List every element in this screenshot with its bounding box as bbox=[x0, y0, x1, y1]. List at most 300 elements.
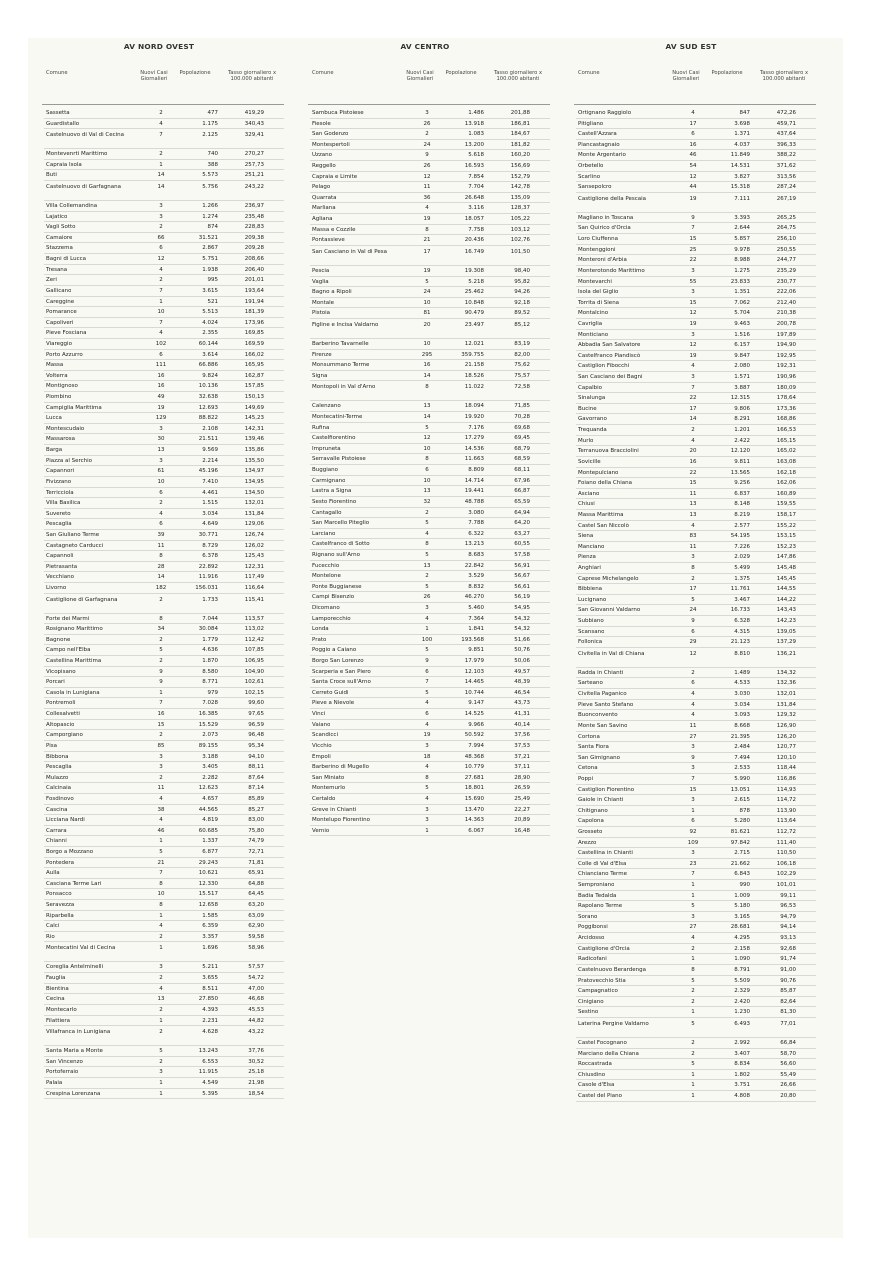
header-popolazione: Popolazione bbox=[711, 70, 743, 76]
panel-title: AV NORD OVEST bbox=[123, 42, 195, 51]
cell-nuovi-casi: 5 bbox=[425, 583, 429, 590]
cell-popolazione: 1.375 bbox=[734, 575, 750, 582]
cell-nuovi-casi: 5 bbox=[425, 520, 429, 527]
table-row bbox=[32, 160, 286, 171]
table-row bbox=[298, 319, 552, 339]
cell-comune: Bientina bbox=[46, 985, 69, 992]
table-row bbox=[32, 932, 286, 943]
cell-comune: Porcari bbox=[46, 679, 65, 686]
cell-nuovi-casi: 5 bbox=[159, 1048, 163, 1055]
cell-nuovi-casi: 11 bbox=[157, 785, 165, 792]
cell-comune: Castellina in Chianti bbox=[578, 850, 633, 857]
table-row bbox=[564, 129, 818, 140]
cell-tasso: 115,41 bbox=[244, 596, 264, 603]
table-row bbox=[298, 308, 552, 319]
cell-nuovi-casi: 6 bbox=[425, 711, 429, 718]
cell-tasso: 96,48 bbox=[248, 732, 264, 739]
cell-comune: Barberino Tavarnelle bbox=[312, 340, 369, 347]
table-row bbox=[32, 509, 286, 520]
cell-comune: Monticiano bbox=[578, 331, 609, 338]
table-row bbox=[32, 994, 286, 1005]
row-divider bbox=[576, 1101, 816, 1102]
table-row bbox=[32, 1078, 286, 1089]
cell-tasso: 56,60 bbox=[780, 1061, 796, 1068]
cell-nuovi-casi: 295 bbox=[421, 351, 433, 358]
cell-tasso: 136,21 bbox=[776, 650, 796, 657]
cell-comune: Sansepolcro bbox=[578, 184, 612, 191]
header-divider bbox=[308, 104, 550, 105]
cell-tasso: 134,95 bbox=[244, 478, 264, 485]
cell-popolazione: 1.571 bbox=[734, 374, 750, 381]
cell-comune: Poggio a Caiano bbox=[312, 647, 357, 654]
cell-comune: Monterotondo Marittimo bbox=[578, 267, 645, 274]
table-row bbox=[32, 645, 286, 656]
table-row bbox=[298, 225, 552, 236]
table-row bbox=[32, 730, 286, 741]
cell-nuovi-casi: 2 bbox=[691, 998, 695, 1005]
table-row bbox=[32, 635, 286, 646]
table-row bbox=[32, 900, 286, 911]
cell-nuovi-casi: 26 bbox=[423, 594, 431, 601]
cell-comune: Poggibonsi bbox=[578, 924, 608, 931]
cell-tasso: 91,74 bbox=[780, 956, 796, 963]
cell-popolazione: 8.809 bbox=[468, 467, 484, 474]
cell-comune: Altopascio bbox=[46, 721, 75, 728]
cell-comune: Scarlino bbox=[578, 173, 601, 180]
cell-comune: Torrita di Siena bbox=[578, 299, 620, 306]
cell-tasso: 137,29 bbox=[776, 639, 796, 646]
cell-nuovi-casi: 8 bbox=[691, 564, 695, 571]
cell-nuovi-casi: 4 bbox=[425, 530, 429, 537]
cell-tasso: 92,18 bbox=[514, 299, 530, 306]
cell-tasso: 126,74 bbox=[244, 531, 264, 538]
cell-comune: Villafranca in Lunigiana bbox=[46, 1029, 111, 1036]
cell-popolazione: 17.279 bbox=[464, 435, 484, 442]
table-row bbox=[298, 203, 552, 214]
cell-comune: Bagnone bbox=[46, 636, 71, 643]
cell-comune: Montignoso bbox=[46, 383, 78, 390]
cell-nuovi-casi: 11 bbox=[689, 490, 697, 497]
cell-nuovi-casi: 4 bbox=[159, 330, 163, 337]
cell-comune: Terranuova Bracciolini bbox=[578, 448, 639, 455]
cell-tasso: 56,91 bbox=[514, 562, 530, 569]
cell-comune: Castagneto Carducci bbox=[46, 542, 104, 549]
table-row bbox=[32, 562, 286, 573]
cell-nuovi-casi: 109 bbox=[687, 839, 699, 846]
cell-tasso: 56,61 bbox=[514, 583, 530, 590]
table-row bbox=[298, 497, 552, 508]
cell-nuovi-casi: 13 bbox=[689, 511, 697, 518]
cell-popolazione: 60.685 bbox=[198, 827, 218, 834]
cell-comune: Castell'Azzara bbox=[578, 131, 617, 138]
cell-nuovi-casi: 3 bbox=[159, 457, 163, 464]
cell-popolazione: 10.779 bbox=[464, 764, 484, 771]
cell-tasso: 117,49 bbox=[244, 574, 264, 581]
cell-comune: Capolona bbox=[578, 818, 604, 825]
table-row bbox=[298, 677, 552, 688]
cell-tasso: 270,27 bbox=[244, 151, 264, 158]
cell-popolazione: 7.364 bbox=[468, 615, 484, 622]
cell-popolazione: 21.158 bbox=[464, 362, 484, 369]
cell-tasso: 190,96 bbox=[776, 374, 796, 381]
table-row bbox=[32, 773, 286, 784]
cell-popolazione: 32.638 bbox=[198, 394, 218, 401]
table-row bbox=[32, 233, 286, 244]
cell-tasso: 96,53 bbox=[780, 903, 796, 910]
cell-popolazione: 7.111 bbox=[734, 195, 750, 202]
cell-popolazione: 3.093 bbox=[734, 712, 750, 719]
cell-nuovi-casi: 1 bbox=[691, 882, 695, 889]
cell-comune: Cavriglia bbox=[578, 320, 603, 327]
cell-tasso: 56,67 bbox=[514, 573, 530, 580]
table-row bbox=[32, 656, 286, 667]
cell-popolazione: 6.378 bbox=[202, 553, 218, 560]
table-row bbox=[564, 193, 818, 213]
cell-nuovi-casi: 3 bbox=[691, 554, 695, 561]
cell-comune: Careggine bbox=[46, 298, 75, 305]
header-nuovi-casi: Nuovi Casi Giornalieri bbox=[140, 70, 168, 83]
table-row bbox=[32, 181, 286, 201]
cell-tasso: 134,32 bbox=[776, 669, 796, 676]
cell-comune: Buonconvento bbox=[578, 712, 618, 719]
cell-tasso: 107,85 bbox=[244, 647, 264, 654]
table-row bbox=[564, 436, 818, 447]
cell-tasso: 96,59 bbox=[248, 721, 264, 728]
cell-nuovi-casi: 4 bbox=[425, 795, 429, 802]
cell-popolazione: 8.291 bbox=[734, 416, 750, 423]
cell-comune: Cinigiano bbox=[578, 998, 604, 1005]
cell-popolazione: 8.148 bbox=[734, 501, 750, 508]
cell-nuovi-casi: 27 bbox=[689, 733, 697, 740]
cell-tasso: 126,02 bbox=[244, 542, 264, 549]
cell-popolazione: 4.024 bbox=[202, 319, 218, 326]
cell-comune: Lastra a Signa bbox=[312, 488, 352, 495]
cell-tasso: 46,54 bbox=[514, 689, 530, 696]
cell-popolazione: 15.318 bbox=[730, 184, 750, 191]
table-row bbox=[298, 529, 552, 540]
cell-popolazione: 1.870 bbox=[202, 658, 218, 665]
table-row bbox=[298, 741, 552, 752]
cell-tasso: 184,67 bbox=[510, 131, 530, 138]
cell-nuovi-casi: 111 bbox=[155, 362, 167, 369]
cell-popolazione: 3.034 bbox=[202, 510, 218, 517]
cell-nuovi-casi: 100 bbox=[421, 636, 433, 643]
cell-nuovi-casi: 1 bbox=[159, 912, 163, 919]
cell-tasso: 116,64 bbox=[244, 584, 264, 591]
cell-comune: Chiusdino bbox=[578, 1071, 606, 1078]
cell-tasso: 158,17 bbox=[776, 511, 796, 518]
cell-comune: Capalbio bbox=[578, 384, 602, 391]
cell-popolazione: 2.484 bbox=[734, 744, 750, 751]
header-tasso: Tasso giornaliero x 100.000 abitanti bbox=[759, 70, 809, 83]
cell-tasso: 129,06 bbox=[244, 521, 264, 528]
cell-tasso: 25,18 bbox=[248, 1069, 264, 1076]
table-row bbox=[564, 1080, 818, 1091]
cell-popolazione: 17.979 bbox=[464, 658, 484, 665]
cell-comune: Pomarance bbox=[46, 309, 77, 316]
table-row bbox=[298, 550, 552, 561]
cell-tasso: 419,29 bbox=[244, 110, 264, 116]
cell-nuovi-casi: 4 bbox=[691, 935, 695, 942]
cell-tasso: 437,64 bbox=[776, 131, 796, 138]
cell-comune: Castiglione di Garfagnana bbox=[46, 596, 118, 603]
table-row bbox=[564, 774, 818, 785]
cell-nuovi-casi: 83 bbox=[689, 533, 697, 540]
table-row bbox=[298, 805, 552, 816]
cell-popolazione: 5.704 bbox=[734, 310, 750, 317]
table-row bbox=[298, 709, 552, 720]
cell-comune: Santa Maria a Monte bbox=[46, 1048, 103, 1055]
table-row bbox=[32, 129, 286, 149]
cell-nuovi-casi: 8 bbox=[691, 966, 695, 973]
cell-popolazione: 29.243 bbox=[198, 859, 218, 866]
cell-comune: Uzzano bbox=[312, 152, 333, 159]
cell-tasso: 197,89 bbox=[776, 331, 796, 338]
cell-popolazione: 60.144 bbox=[198, 340, 218, 347]
cell-popolazione: 2.644 bbox=[734, 225, 750, 232]
cell-popolazione: 27.850 bbox=[198, 996, 218, 1003]
cell-nuovi-casi: 2 bbox=[159, 1058, 163, 1065]
cell-popolazione: 22.892 bbox=[198, 563, 218, 570]
cell-popolazione: 3.393 bbox=[734, 214, 750, 221]
table-row bbox=[564, 986, 818, 997]
cell-comune: Gavorrano bbox=[578, 416, 607, 423]
cell-nuovi-casi: 16 bbox=[157, 711, 165, 718]
cell-tasso: 236,97 bbox=[244, 203, 264, 210]
cell-comune: Montalcino bbox=[578, 310, 609, 317]
table-row bbox=[298, 539, 552, 550]
cell-popolazione: 3.405 bbox=[202, 764, 218, 771]
cell-popolazione: 2.355 bbox=[202, 330, 218, 337]
cell-comune: Campagnatico bbox=[578, 988, 618, 995]
cell-comune: San Quirico d'Orcia bbox=[578, 225, 631, 232]
cell-tasso: 250,55 bbox=[776, 246, 796, 253]
cell-comune: Capoliveri bbox=[46, 319, 74, 326]
cell-comune: Pietrasanta bbox=[46, 563, 78, 570]
table-row bbox=[32, 519, 286, 530]
cell-popolazione: 13.565 bbox=[730, 469, 750, 476]
cell-tasso: 113,57 bbox=[244, 615, 264, 622]
cell-nuovi-casi: 7 bbox=[691, 225, 695, 232]
cell-tasso: 181,82 bbox=[510, 141, 530, 148]
table-row bbox=[298, 603, 552, 614]
cell-popolazione: 388 bbox=[207, 161, 218, 168]
cell-tasso: 37,56 bbox=[514, 732, 530, 739]
cell-comune: Figline e Incisa Valdarno bbox=[312, 321, 379, 328]
table-row bbox=[32, 572, 286, 583]
cell-popolazione: 48.788 bbox=[464, 498, 484, 505]
cell-comune: Bibbiena bbox=[578, 586, 603, 593]
cell-tasso: 56,19 bbox=[514, 594, 530, 601]
header-comune: Comune bbox=[312, 70, 334, 76]
cell-nuovi-casi: 5 bbox=[425, 424, 429, 431]
cell-tasso: 192,95 bbox=[776, 352, 796, 359]
cell-tasso: 144,55 bbox=[776, 586, 796, 593]
cell-popolazione: 6.843 bbox=[734, 871, 750, 878]
header-tasso: Tasso giornaliero x 100.000 abitanti bbox=[227, 70, 277, 83]
table-row bbox=[32, 667, 286, 678]
cell-tasso: 181,39 bbox=[244, 309, 264, 316]
cell-nuovi-casi: 4 bbox=[425, 721, 429, 728]
cell-popolazione: 30.084 bbox=[198, 626, 218, 633]
cell-comune: Caprese Michelangelo bbox=[578, 575, 639, 582]
table-row bbox=[32, 297, 286, 308]
cell-popolazione: 6.837 bbox=[734, 490, 750, 497]
cell-popolazione: 9.851 bbox=[468, 647, 484, 654]
cell-nuovi-casi: 1 bbox=[159, 1079, 163, 1086]
cell-nuovi-casi: 1 bbox=[691, 956, 695, 963]
cell-popolazione: 54.195 bbox=[730, 533, 750, 540]
cell-nuovi-casi: 8 bbox=[425, 456, 429, 463]
cell-tasso: 230,77 bbox=[776, 278, 796, 285]
cell-nuovi-casi: 5 bbox=[425, 785, 429, 792]
cell-comune: Barberino di Mugello bbox=[312, 764, 369, 771]
cell-comune: Scarperia e San Piero bbox=[312, 668, 371, 675]
table-row bbox=[564, 689, 818, 700]
cell-comune: Scandicci bbox=[312, 732, 338, 739]
table-row bbox=[564, 119, 818, 130]
cell-popolazione: 23.833 bbox=[730, 278, 750, 285]
cell-tasso: 71,85 bbox=[514, 403, 530, 410]
cell-comune: Anghiari bbox=[578, 564, 601, 571]
cell-comune: Pienza bbox=[578, 554, 596, 561]
table-row bbox=[564, 213, 818, 224]
cell-comune: Chianciano Terme bbox=[578, 871, 627, 878]
cell-comune: Sassetta bbox=[46, 110, 70, 116]
cell-comune: Pontassieve bbox=[312, 237, 345, 244]
cell-popolazione: 995 bbox=[207, 277, 218, 284]
cell-tasso: 43,22 bbox=[248, 1029, 264, 1036]
table-body bbox=[564, 108, 818, 1102]
table-row bbox=[564, 489, 818, 500]
cell-popolazione: 4.657 bbox=[202, 795, 218, 802]
header-popolazione: Popolazione bbox=[445, 70, 477, 76]
table-row bbox=[564, 753, 818, 764]
cell-nuovi-casi: 2 bbox=[159, 1029, 163, 1036]
cell-comune: San Miniato bbox=[312, 774, 345, 781]
cell-popolazione: 16.749 bbox=[464, 248, 484, 255]
table-row bbox=[32, 381, 286, 392]
table-row bbox=[298, 350, 552, 361]
cell-popolazione: 8.771 bbox=[202, 679, 218, 686]
cell-tasso: 173,36 bbox=[776, 405, 796, 412]
cell-popolazione: 12.315 bbox=[730, 395, 750, 402]
cell-nuovi-casi: 2 bbox=[159, 975, 163, 982]
cell-tasso: 165,95 bbox=[244, 362, 264, 369]
cell-comune: Castelnuovo di Garfagnana bbox=[46, 184, 122, 191]
cell-tasso: 18,54 bbox=[248, 1090, 264, 1097]
cell-popolazione: 9.824 bbox=[202, 372, 218, 379]
cell-tasso: 102,61 bbox=[244, 679, 264, 686]
cell-nuovi-casi: 19 bbox=[423, 216, 431, 223]
table-row bbox=[564, 372, 818, 383]
header-divider bbox=[574, 104, 816, 105]
cell-comune: Sarteano bbox=[578, 680, 603, 687]
cell-comune: Signa bbox=[312, 372, 328, 379]
cell-tasso: 98,40 bbox=[514, 267, 530, 274]
cell-nuovi-casi: 7 bbox=[159, 700, 163, 707]
table-row bbox=[298, 635, 552, 646]
cell-tasso: 112,72 bbox=[776, 829, 796, 835]
cell-tasso: 160,20 bbox=[510, 152, 530, 159]
cell-nuovi-casi: 4 bbox=[691, 363, 695, 370]
cell-comune: Poppi bbox=[578, 775, 593, 782]
cell-tasso: 129,32 bbox=[776, 712, 796, 719]
cell-tasso: 58,70 bbox=[780, 1050, 796, 1057]
cell-comune: Rignano sull'Arno bbox=[312, 551, 360, 558]
cell-popolazione: 3.165 bbox=[734, 913, 750, 920]
cell-popolazione: 11.916 bbox=[198, 574, 218, 581]
cell-comune: Santa Croce sull'Arno bbox=[312, 679, 371, 686]
cell-nuovi-casi: 1 bbox=[159, 689, 163, 696]
cell-nuovi-casi: 5 bbox=[425, 551, 429, 558]
table-row bbox=[564, 457, 818, 468]
cell-popolazione: 8.580 bbox=[202, 668, 218, 675]
cell-popolazione: 6.493 bbox=[734, 1020, 750, 1027]
cell-tasso: 85,89 bbox=[248, 795, 264, 802]
cell-tasso: 97,65 bbox=[248, 711, 264, 718]
cell-tasso: 103,12 bbox=[510, 226, 530, 233]
cell-popolazione: 13.918 bbox=[464, 120, 484, 127]
table-row bbox=[298, 129, 552, 140]
cell-comune: Guardistallo bbox=[46, 120, 80, 127]
cell-comune: Vinci bbox=[312, 711, 326, 718]
cell-tasso: 87,64 bbox=[248, 774, 264, 781]
cell-tasso: 85,27 bbox=[248, 806, 264, 813]
cell-comune: San Giuliano Terme bbox=[46, 531, 100, 538]
cell-nuovi-casi: 7 bbox=[159, 287, 163, 294]
cell-comune: Sinalunga bbox=[578, 395, 606, 402]
cell-tasso: 85,12 bbox=[514, 321, 530, 328]
cell-tasso: 74,79 bbox=[248, 838, 264, 845]
table-row bbox=[564, 404, 818, 415]
table-row bbox=[564, 266, 818, 277]
cell-nuovi-casi: 15 bbox=[689, 236, 697, 243]
cell-nuovi-casi: 1 bbox=[159, 945, 163, 952]
cell-tasso: 139,05 bbox=[776, 628, 796, 635]
cell-popolazione: 19.308 bbox=[464, 267, 484, 274]
cell-popolazione: 2.422 bbox=[734, 437, 750, 444]
table-row bbox=[32, 962, 286, 973]
cell-nuovi-casi: 2 bbox=[159, 933, 163, 940]
cell-nuovi-casi: 49 bbox=[157, 394, 165, 401]
table-row bbox=[298, 561, 552, 572]
cell-nuovi-casi: 3 bbox=[159, 764, 163, 771]
cell-tasso: 459,71 bbox=[776, 120, 796, 127]
table-row bbox=[298, 508, 552, 519]
cell-tasso: 142,31 bbox=[244, 425, 264, 432]
cell-tasso: 113,64 bbox=[776, 818, 796, 825]
cell-tasso: 50,76 bbox=[514, 647, 530, 654]
cell-nuovi-casi: 14 bbox=[157, 172, 165, 179]
cell-popolazione: 8.511 bbox=[202, 985, 218, 992]
cell-comune: Cetona bbox=[578, 765, 598, 772]
table-row bbox=[298, 401, 552, 412]
cell-popolazione: 21.662 bbox=[730, 860, 750, 867]
table-row bbox=[564, 616, 818, 627]
cell-tasso: 191,94 bbox=[244, 298, 264, 305]
table-row bbox=[32, 858, 286, 869]
cell-comune: Radda in Chianti bbox=[578, 669, 624, 676]
cell-popolazione: 1.696 bbox=[202, 945, 218, 952]
table-row bbox=[32, 614, 286, 625]
cell-nuovi-casi: 6 bbox=[691, 680, 695, 687]
cell-comune: Bucine bbox=[578, 405, 597, 412]
table-row bbox=[564, 648, 818, 668]
cell-popolazione: 3.827 bbox=[734, 173, 750, 180]
panel-title: AV SUD EST bbox=[665, 42, 717, 51]
cell-nuovi-casi: 13 bbox=[689, 501, 697, 508]
